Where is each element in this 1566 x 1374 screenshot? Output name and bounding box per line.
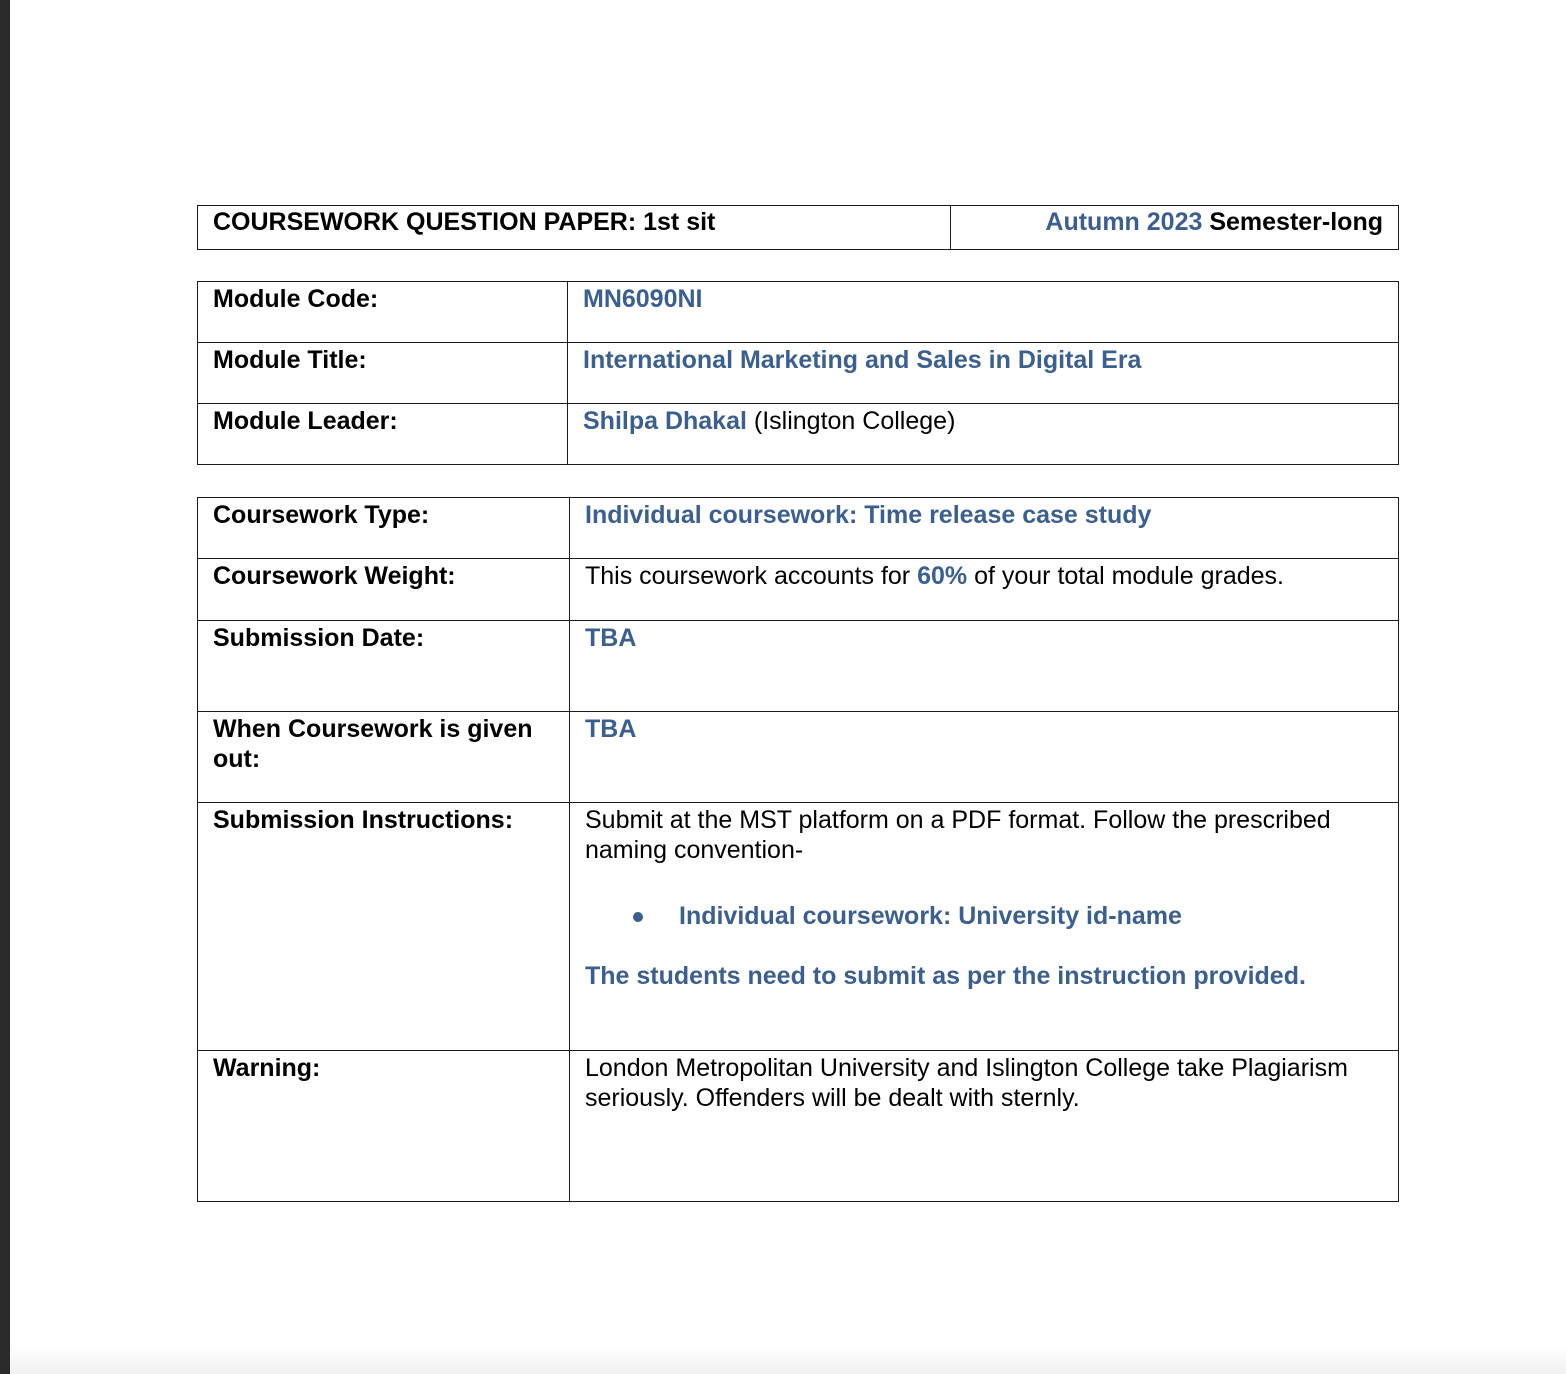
module-leader-value	[568, 404, 1399, 465]
coursework-table	[197, 497, 1399, 1202]
instructions-bullet-item	[633, 901, 1383, 931]
instructions-bullet-text: Individual coursework: University id-name	[679, 902, 1182, 930]
semester-cell	[951, 206, 1399, 250]
coursework-type-value: Individual coursework: Time release case study	[570, 498, 1399, 559]
module-title-value: International Marketing and Sales in Digital Era	[568, 343, 1399, 404]
coursework-weight-value	[570, 559, 1399, 621]
instructions-text: Submit at the MST platform on a PDF format. Follow the prescribed naming convention-	[585, 806, 1331, 864]
instructions-note: The students need to submit as per the instruction provided.	[585, 962, 1306, 990]
warning-row	[198, 1051, 1399, 1202]
coursework-weight-label: Coursework Weight:	[198, 559, 570, 621]
coursework-type-label: Coursework Type:	[198, 498, 570, 559]
coursework-type-row	[198, 498, 1399, 559]
module-leader-label: Module Leader:	[198, 404, 568, 465]
given-out-label: When Coursework is given out:	[198, 712, 570, 803]
module-code-value: MN6090NI	[568, 282, 1399, 343]
weight-percent: 60%	[917, 562, 968, 590]
header-table	[197, 205, 1399, 250]
submission-date-row	[198, 621, 1399, 712]
page-bottom-edge	[10, 1346, 1566, 1374]
warning-label: Warning:	[198, 1051, 570, 1202]
module-title-label: Module Title:	[198, 343, 568, 404]
module-table	[197, 281, 1399, 465]
window-edge	[0, 0, 10, 1374]
module-code-row	[198, 282, 1399, 343]
semester-type: Semester-long	[1202, 208, 1383, 236]
semester-season: Autumn 2023	[1045, 208, 1203, 236]
submission-date-label: Submission Date:	[198, 621, 570, 712]
module-title-row	[198, 343, 1399, 404]
leader-name: Shilpa Dhakal	[583, 407, 747, 435]
coursework-weight-row	[198, 559, 1399, 621]
given-out-value: TBA	[570, 712, 1399, 803]
submission-date-value: TBA	[570, 621, 1399, 712]
submission-instructions-label: Submission Instructions:	[198, 803, 570, 1051]
bullet-icon	[633, 912, 643, 922]
weight-prefix: This coursework accounts for	[585, 562, 918, 590]
submission-instructions-row	[198, 803, 1399, 1051]
weight-suffix: of your total module grades.	[967, 562, 1284, 590]
submission-instructions-value	[570, 803, 1399, 1051]
leader-affiliation: (Islington College)	[746, 407, 956, 435]
module-leader-row	[198, 404, 1399, 465]
given-out-row	[198, 712, 1399, 803]
paper-title: COURSEWORK QUESTION PAPER: 1st sit	[198, 206, 951, 250]
warning-value: London Metropolitan University and Islington College take Plagiarism seriously. Offenders will be dealt with sternly.	[570, 1051, 1399, 1202]
module-code-label: Module Code:	[198, 282, 568, 343]
